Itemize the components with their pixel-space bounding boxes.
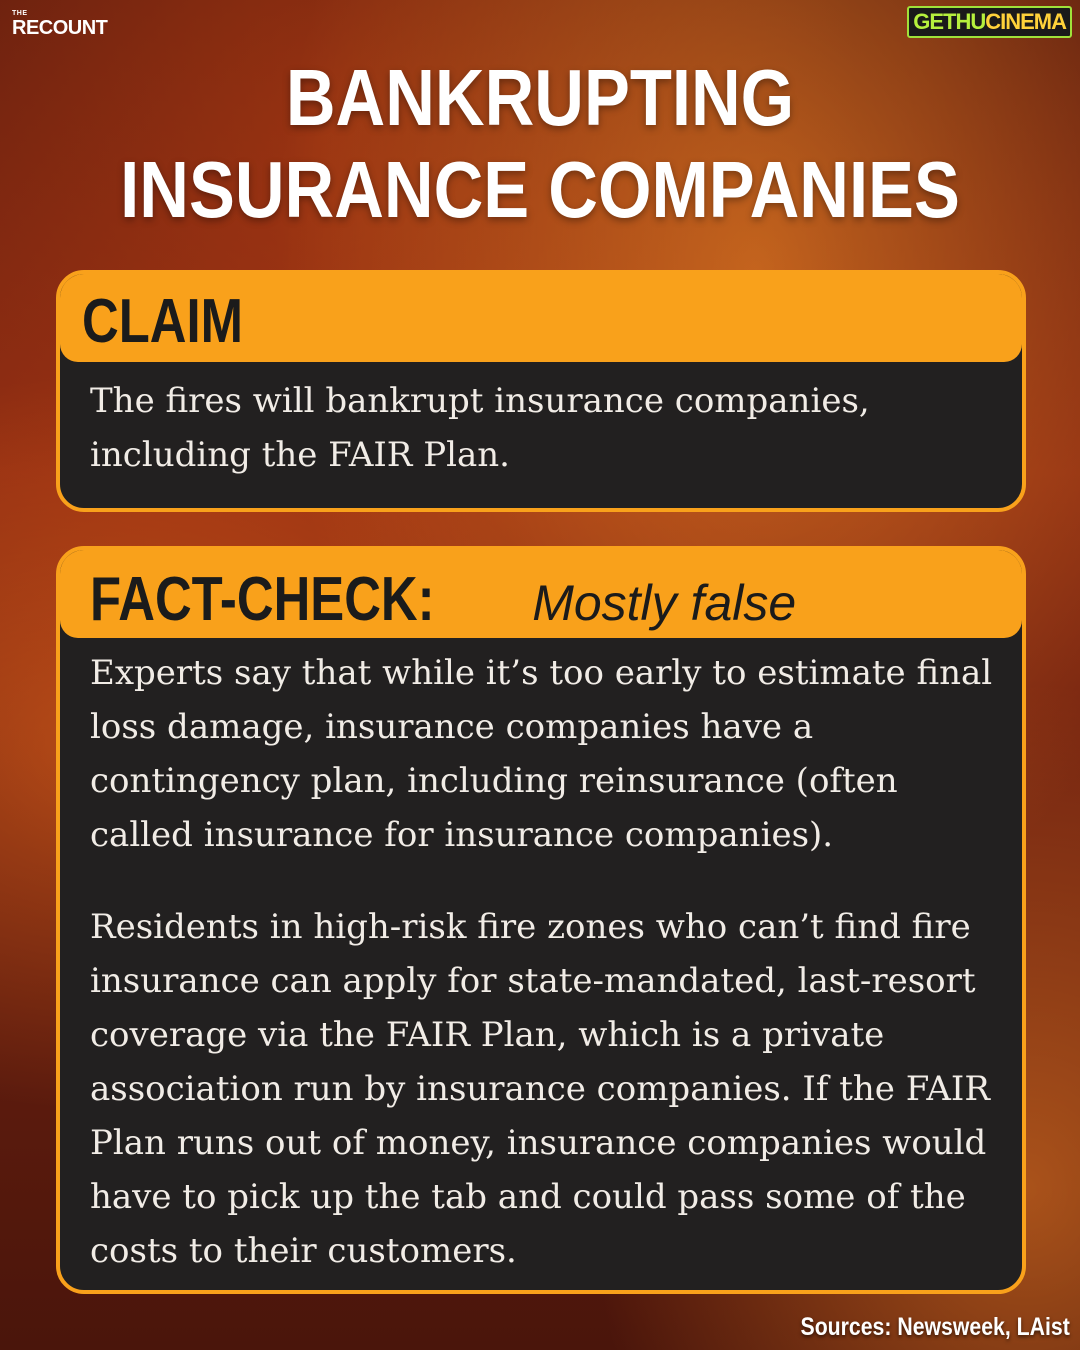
recount-logo — [12, 10, 107, 39]
page-title-line2: INSURANCE COMPANIES — [120, 145, 960, 234]
sources-credit: Sources: Newsweek, LAist — [800, 1313, 1070, 1341]
fact-check-body — [60, 638, 1022, 1278]
claim-card — [56, 270, 1026, 512]
page-title-line1: BANKRUPTING — [285, 53, 795, 142]
fact-check-label: FACT-CHECK: — [90, 565, 435, 634]
gethu-cinema-logo-part1: GETHU — [913, 9, 986, 34]
fact-check-card — [56, 546, 1026, 1294]
claim-label: CLAIM — [82, 287, 243, 356]
fact-check-header — [60, 550, 1022, 638]
gethu-cinema-logo-part2: CINEMA — [985, 9, 1066, 34]
fact-check-verdict: Mostly false — [532, 575, 797, 631]
gethu-cinema-logo — [907, 6, 1072, 38]
recount-logo-small: THE — [12, 10, 28, 17]
fact-check-paragraph-2: Residents in high-risk fire zones who can’t find fire insurance can apply for state-mandated, last-resort coverage via the FAIR Plan, which is a private association run by insurance companies. If the FAIR Plan runs out of money, insurance companies would have to pick up the tab and could pass some of the costs to their customers. — [90, 907, 990, 1271]
page-title — [76, 52, 1005, 236]
claim-header — [60, 274, 1022, 362]
claim-body — [60, 362, 1022, 482]
recount-logo-name: RECOUNT — [12, 17, 108, 39]
fact-check-paragraph-1: Experts say that while it’s too early to estimate final loss damage, insurance companies have a contingency plan, including reinsurance (often called insurance for insurance companies). — [90, 653, 993, 855]
claim-text: The fires will bankrupt insurance companies, including the FAIR Plan. — [90, 381, 870, 475]
